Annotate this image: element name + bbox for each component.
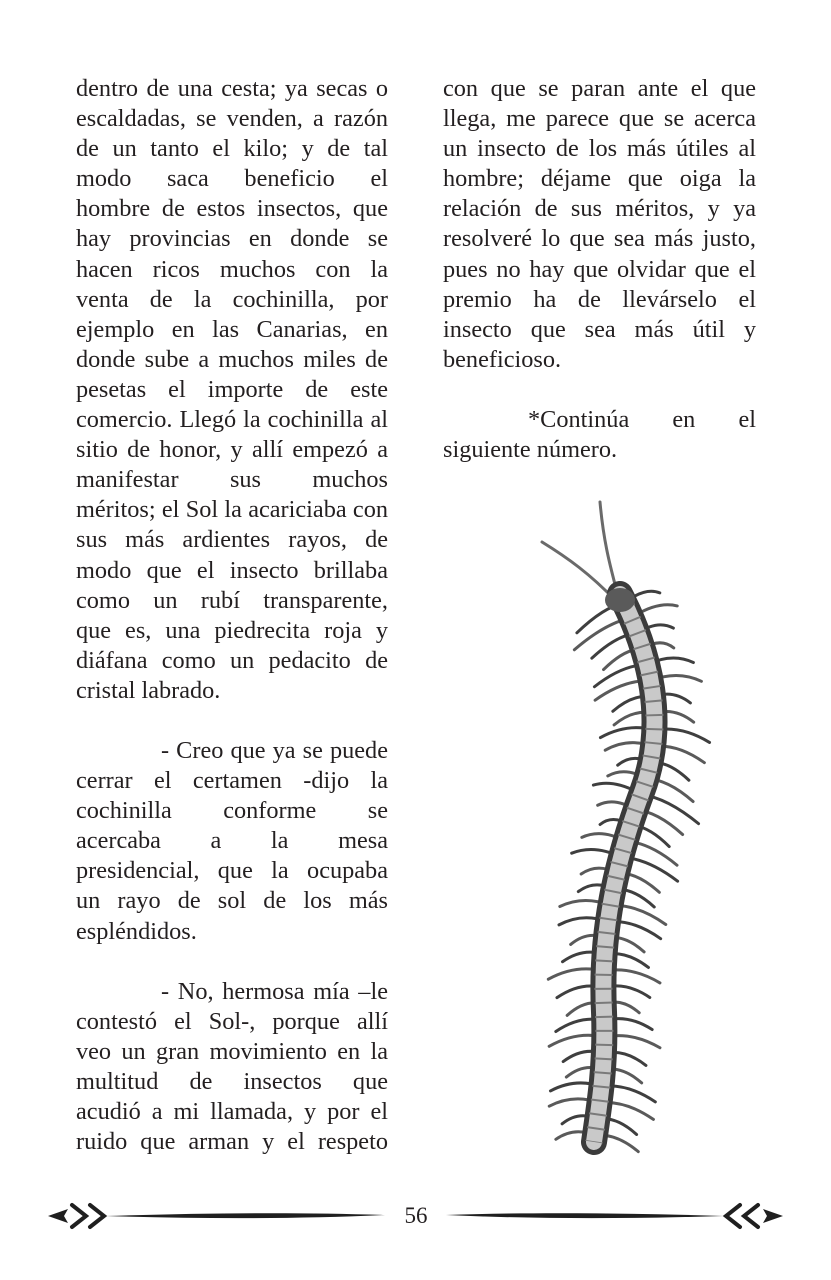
text-line: veo un gran movimiento en la xyxy=(76,1037,388,1065)
text-line: manifestar sus muchos xyxy=(76,466,388,494)
page-number: 56 xyxy=(404,1203,428,1228)
text-line: insecto que sea más útil y xyxy=(443,315,756,343)
text-line: siguiente número. xyxy=(443,436,618,464)
text-line: cerrar el certamen -dijo la xyxy=(76,767,388,795)
text-line: llega, me parece que se acerca xyxy=(443,105,756,133)
paragraph-cochinilla-commerce xyxy=(76,74,388,706)
text-line: con que se paran ante el que xyxy=(443,75,756,102)
text-line: ejemplo en las Canarias, en xyxy=(76,315,388,343)
text-line: sitio de honor, y allí empezó a xyxy=(76,436,388,464)
text-line: - No, hermosa mía –le xyxy=(161,977,388,1005)
paragraph-sol-continues xyxy=(443,74,756,375)
text-line: diáfana como un pedacito de xyxy=(76,646,388,674)
text-line: acercaba a la mesa xyxy=(76,827,388,855)
text-line: modo que el insecto brillaba xyxy=(76,556,388,584)
paragraph-cochinilla-speech xyxy=(76,736,388,947)
text-line: que es, una piedrecita roja y xyxy=(76,616,388,644)
text-line: un rayo de sol de los más xyxy=(76,887,388,915)
text-line: hacen ricos muchos con la xyxy=(76,255,388,283)
paragraph-sol-reply xyxy=(76,977,388,1158)
text-line: hombre de estos insectos, que xyxy=(76,195,388,223)
text-line: pues no hay que olvidar que el xyxy=(443,255,756,283)
text-line: resolveré lo que sea más justo, xyxy=(443,225,756,253)
text-line: comercio. Llegó la cochinilla al xyxy=(76,406,388,434)
text-line: ruido que arman y el respeto xyxy=(76,1128,388,1156)
text-line: escaldadas, se venden, a razón xyxy=(76,105,388,133)
right-arrow-ornament xyxy=(446,1205,783,1227)
text-line: méritos; el Sol la acariciaba con xyxy=(76,496,388,524)
text-line: espléndidos. xyxy=(76,917,197,945)
text-line: contestó el Sol-, porque allí xyxy=(76,1007,388,1035)
text-line: dentro de una cesta; ya secas o xyxy=(76,75,388,102)
text-line: venta de la cochinilla, por xyxy=(76,285,388,313)
centipede-head xyxy=(605,588,635,612)
text-line: *Continúa en el xyxy=(528,405,756,433)
text-line: beneficioso. xyxy=(443,345,562,373)
right-column xyxy=(443,74,756,465)
text-line: donde sube a muchos miles de xyxy=(76,345,388,373)
text-line: presidencial, que la ocupaba xyxy=(76,857,388,885)
centipede-antennae xyxy=(542,502,618,600)
text-line: cristal labrado. xyxy=(76,676,221,704)
text-line: sus más ardientes rayos, de xyxy=(76,526,388,554)
text-line: cochinilla conforme se xyxy=(76,797,388,825)
text-line: hombre; déjame que oiga la xyxy=(443,165,756,193)
text-line: de un tanto el kilo; y de tal xyxy=(76,135,388,163)
text-line: un insecto de los más útiles al xyxy=(443,135,756,163)
text-line: acudió a mi llamada, y por el xyxy=(76,1098,388,1125)
continued-note xyxy=(443,405,756,465)
text-line: premio ha de llevárselo el xyxy=(443,285,756,313)
left-arrow-ornament xyxy=(48,1205,385,1227)
text-line: pesetas el importe de este xyxy=(76,375,388,403)
text-line: modo saca beneficio el xyxy=(76,165,388,193)
text-line: - Creo que ya se puede xyxy=(161,736,388,764)
text-line: relación de sus méritos, y ya xyxy=(443,195,756,223)
text-line: como un rubí transparente, xyxy=(76,586,388,614)
left-column xyxy=(76,74,388,1157)
text-line: hay provincias en donde se xyxy=(76,225,388,253)
centipede-illustration xyxy=(520,492,720,1162)
text-line: multitud de insectos que xyxy=(76,1067,388,1095)
